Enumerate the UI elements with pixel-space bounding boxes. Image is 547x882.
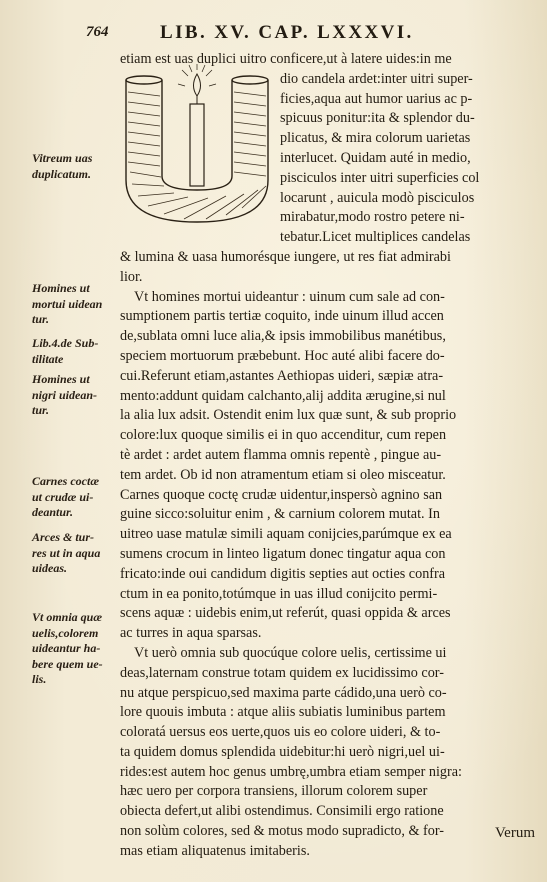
text-line: nu atque perspicuo,sed maxima parte cádido,una uerò co-	[120, 684, 447, 701]
text-line: tebatur.Licet multiplices candelas	[280, 229, 471, 246]
page-header	[0, 24, 547, 46]
text-line: deas,laternam construe totam quidem ex lucidissimo cor-	[120, 664, 444, 681]
text-line: Carnes quoque coctę crudæ uidentur,inspersò agnino san	[120, 486, 443, 503]
margin-note: Carnes coctæ ut crudæ ui- deantur.	[32, 474, 99, 519]
text-line: etiam est uas duplici uitro conficere,ut à latere uides:in me	[120, 51, 452, 67]
text-line: rides:est autem hoc genus umbrę,umbra etiam semper nigra:	[120, 763, 462, 780]
text-line: locarunt , auicula modò pisciculos	[280, 189, 475, 206]
text-line: mas etiam aliquatenus imitaberis.	[120, 842, 310, 859]
margin-note: Homines ut nigri uidean- tur.	[32, 372, 98, 417]
text-line: ctum in ea ponito,totúmque in uas illud conijcito permi-	[120, 585, 438, 602]
text-line: dio candela ardet:inter uitri super-	[280, 70, 473, 87]
text-line: speciem mortuorum præbebunt. Hoc auté alibi facere do-	[120, 347, 445, 364]
margin-note: Arces & tur- res ut in aqua uideas.	[32, 530, 101, 575]
text-line: pisciculos inter uitri superficies col	[280, 169, 480, 186]
text-line: uitreo uase matulæ simili aquam conijcies,parúmque ex ea	[120, 526, 452, 543]
text-line: tè ardet : ardet autem flamma omnis repentè , pingue au-	[120, 446, 442, 463]
text-line: guine sicco:soluitur enim , & carnium colorem mutat. In	[120, 506, 440, 523]
text-line: interlucet. Quidam auté in medio,	[280, 149, 471, 166]
text-line: la alia lux adsit. Ostendit enim lux quæ sunt, & sub proprio	[120, 407, 457, 424]
margin-note: Vt omnia quæ uelis,colorem uideantur ha- bere quem ue- lis.	[32, 610, 103, 686]
text-line: tem ardet. Ob id non atramentum etiam si oleo misceatur.	[120, 466, 446, 483]
text-line: Vt homines mortui uideantur : uinum cum sale ad con-	[134, 288, 445, 305]
margin-note: Homines ut mortui uidean tur.	[32, 281, 103, 326]
margin-note: Vitreum uas duplicatum.	[32, 151, 93, 181]
text-line: & lumina & uasa humorésque iungere, ut res fiat admirabi	[120, 248, 451, 265]
text-line: non solùm colores, sed & motus modo supradicto, & for-	[120, 823, 445, 840]
catchword: Verum	[495, 825, 535, 841]
text-line: colore:lux quoque similis ei in quo accenditur, cum repen	[120, 427, 447, 444]
text-line: ficies,aqua aut humor uarius ac p-	[280, 90, 473, 107]
text-line: plicatus, & mira colorum uarietas	[280, 130, 471, 147]
text-line: coloratá uersus eos uerte,quos uis eo colore uideri, & to-	[120, 724, 441, 741]
text-line: scens aquæ : uidebis enim,ut referút, quasi oppida & arces	[120, 605, 451, 622]
text-line: ac turres in aqua sparsas.	[120, 625, 262, 642]
running-title: LIB. XV. CAP. LXXXVI.	[160, 22, 414, 43]
main-text-column	[120, 50, 540, 862]
text-line: mento:addunt quidam calchanto,alij addita ærugine,si nul	[120, 387, 446, 404]
text-line: Vt uerò omnia sub quocúque colore uelis, certissime ui	[134, 644, 447, 661]
text-line: hæc uero per corpora transiens, illorum colorem super	[120, 783, 428, 800]
text-line: de,sublata omni luce alia,& ipsis immobilibus manétibus,	[120, 328, 446, 345]
page-number: 764	[86, 24, 109, 40]
text-line: cui.Referunt etiam,astantes Aethiopas uideri, sæpiæ atra-	[120, 367, 444, 384]
text-line: lior.	[120, 268, 143, 285]
text-line: spicuus ponitur:ita & splendor du-	[280, 110, 475, 127]
margin-note: Lib.4.de Sub- tilitate	[32, 336, 99, 366]
text-line: obiecta defert,ut alibi ostendimus. Consimili ergo ratione	[120, 803, 444, 820]
text-line: ta quidem domus splendida uidebitur:hi uerò nigri,uel ui-	[120, 743, 445, 760]
text-line: mirabatur,modo rostro petere ni-	[280, 209, 465, 226]
text-line: sumptionem partis tertiæ coquito, inde uinum illud accen	[120, 308, 444, 325]
text-line: fricato:inde oui candidum digitis septies aut octies confra	[120, 565, 446, 582]
text-line: sumens crocum in linteo ligatum donec tingatur aqua con	[120, 545, 446, 562]
text-line: lore quouis imbuta : atque aliis subiatis luminibus partem	[120, 704, 446, 721]
